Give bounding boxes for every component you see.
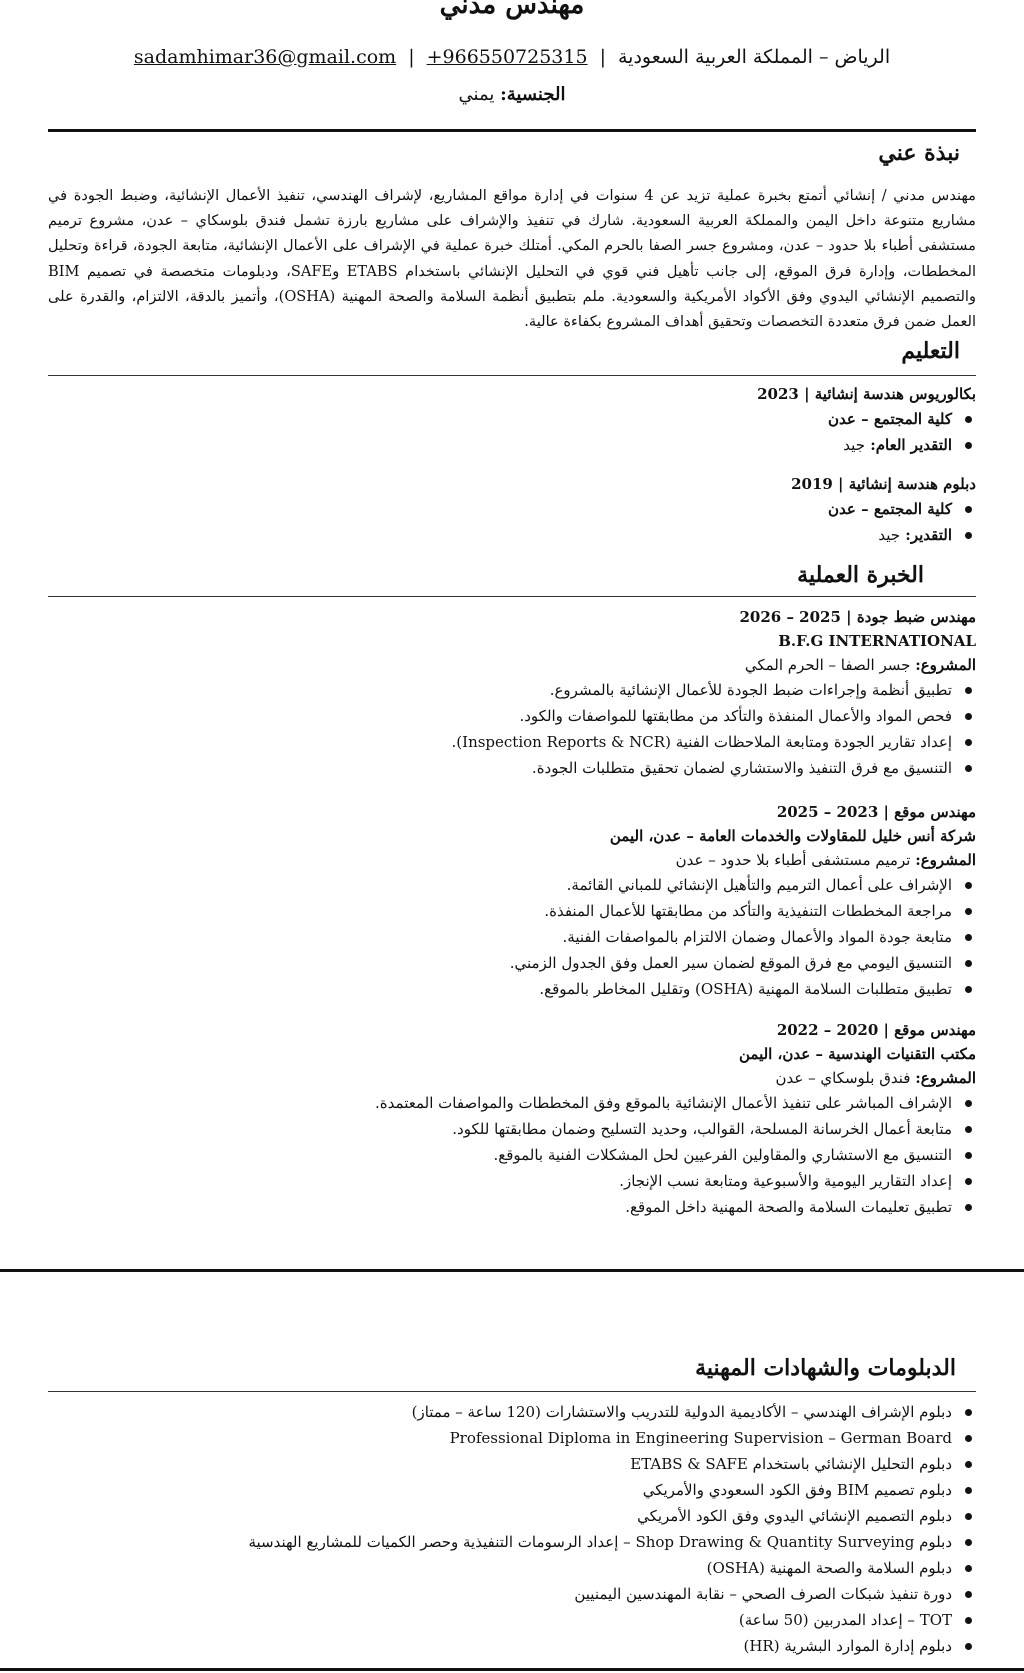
location-text: الرياض – المملكة العربية السعودية — [617, 46, 891, 68]
education-college: كلية المجتمع – عدن — [48, 496, 952, 522]
education-divider — [48, 375, 976, 376]
job-project: المشروع: جسر الصفا – الحرم المكي — [744, 656, 976, 674]
list-item: دبلوم Shop Drawing & Quantity Surveying – إعداد الرسومات التنفيذية وحصر الكميات للمشاريع الهندسية — [48, 1529, 952, 1555]
list-item: دبلوم إدارة الموارد البشرية (HR) — [48, 1633, 952, 1659]
list-item: دبلوم الإشراف الهندسي – الأكاديمية الدولية للتدريب والاستشارات (120 ساعة – ممتاز) — [48, 1399, 952, 1425]
list-item: Professional Diploma in Engineering Supervision – German Board — [48, 1425, 952, 1451]
job-company: B.F.G INTERNATIONAL — [778, 632, 976, 650]
contact-line — [0, 42, 1024, 72]
list-item: التنسيق اليومي مع فرق الموقع لضمان سير العمل وفق الجدول الزمني. — [48, 950, 952, 976]
job-project: المشروع: ترميم مستشفى أطباء بلا حدود – عدن — [675, 851, 976, 869]
separator: | — [408, 46, 415, 68]
job-company: شركة أنس خليل للمقاولات والخدمات العامة – عدن، اليمن — [609, 827, 976, 845]
education-grade: التقدير العام: جيد — [48, 432, 952, 458]
list-item: دبلوم التصميم الإنشائي اليدوي وفق الكود الأمريكي — [48, 1503, 952, 1529]
education-college: كلية المجتمع – عدن — [48, 406, 952, 432]
experience-heading: الخبرة العملية — [797, 562, 924, 588]
education-details — [48, 496, 976, 548]
list-item: التنسيق مع الاستشاري والمقاولين الفرعيين لحل المشكلات الفنية بالموقع. — [48, 1142, 952, 1168]
list-item: الإشراف المباشر على تنفيذ الأعمال الإنشائية بالموقع وفق المخططات والمواصفات المعتمدة. — [48, 1090, 952, 1116]
education-entry-2 — [48, 472, 976, 548]
nationality-value: يمني — [458, 84, 495, 105]
job-company: مكتب التقنيات الهندسية – عدن، اليمن — [738, 1045, 976, 1063]
job-entry-1 — [48, 605, 976, 781]
separator: | — [599, 46, 606, 68]
diplomas-heading: الدبلومات والشهادات المهنية — [695, 1355, 956, 1381]
list-item: فحص المواد والأعمال المنفذة والتأكد من مطابقتها للمواصفات والكود. — [48, 703, 952, 729]
phone-link[interactable]: +966550725315 — [426, 46, 588, 68]
job-entry-2 — [48, 800, 976, 1002]
about-text: مهندس مدني / إنشائي أتمتع بخبرة عملية تزيد عن 4 سنوات في إدارة مواقع المشاريع، لإشراف الهندسي، تنفيذ الأعمال الإنشائية، وضبط الجودة في مشاريع متنوعة داخل اليمن والمملكة العربية السعودية. شارك في تنفيذ والإشراف على مشاريع بارزة تشمل فندق بلوسكاي – عدن، مشروع ترميم مستشفى أطباء بلا حدود – عدن، ومشروع جسر الصفا بالحرم المكي. أمتلك خبرة عملية في الإشراف على الأعمال الإنشائية، متابعة الجودة، قراءة وتحليل المخططات، وإدارة فرق الموقع، إلى جانب تأهيل فني قوي في التحليل الإنشائي باستخدام ETABS وSAFE، ودبلومات متخصصة في تصميم BIM والتصميم الإنشائي اليدوي وفق الأكواد الأمريكية والسعودية. ملم بتطبيق أنظمة السلامة والصحة المهنية (OSHA)، وأتميز بالدقة، الالتزام، والقدرة على العمل ضمن فرق متعددة التخصصات وتحقيق أهداف المشروع بكفاءة عالية. — [48, 187, 976, 331]
bottom-divider — [0, 1668, 1024, 1671]
experience-divider — [48, 596, 976, 597]
about-heading: نبذة عني — [878, 140, 960, 166]
nationality-label: الجنسية: — [500, 84, 566, 105]
list-item: TOT – إعداد المدربين (50 ساعة) — [48, 1607, 952, 1633]
education-entry-1 — [48, 382, 976, 458]
list-item: متابعة جودة المواد والأعمال وضمان الالتزام بالمواصفات الفنية. — [48, 924, 952, 950]
education-heading: التعليم — [901, 338, 960, 364]
list-item: إعداد تقارير الجودة ومتابعة الملاحظات الفنية (Inspection Reports & NCR). — [48, 729, 952, 755]
job-project: المشروع: فندق بلوسكاي – عدن — [775, 1069, 976, 1087]
education-degree: دبلوم هندسة إنشائية | 2019 — [791, 475, 976, 493]
diplomas-list — [48, 1399, 976, 1659]
list-item: مراجعة المخططات التنفيذية والتأكد من مطابقتها للأعمال المنفذة. — [48, 898, 952, 924]
list-item: دبلوم تصميم BIM وفق الكود السعودي والأمريكي — [48, 1477, 952, 1503]
education-degree: بكالوريوس هندسة إنشائية | 2023 — [757, 385, 976, 403]
header-divider — [48, 129, 976, 132]
job-bullets — [48, 872, 976, 1002]
cv-name: مهندس مدني — [439, 0, 585, 20]
email-link[interactable]: sadamhimar36@gmail.com — [133, 46, 397, 68]
list-item: دبلوم التحليل الإنشائي باستخدام ETABS & SAFE — [48, 1451, 952, 1477]
list-item: تطبيق أنظمة وإجراءات ضبط الجودة للأعمال الإنشائية بالمشروع. — [48, 677, 952, 703]
job-title: مهندس موقع | 2023 – 2025 — [776, 803, 976, 821]
job-bullets — [48, 677, 976, 781]
job-bullets — [48, 1090, 976, 1220]
job-title: مهندس ضبط جودة | 2025 – 2026 — [739, 608, 976, 626]
list-item: دبلوم السلامة والصحة المهنية (OSHA) — [48, 1555, 952, 1581]
list-item: الإشراف على أعمال الترميم والتأهيل الإنشائي للمباني القائمة. — [48, 872, 952, 898]
page-break-divider — [0, 1269, 1024, 1272]
job-entry-3 — [48, 1018, 976, 1220]
education-grade: التقدير: جيد — [48, 522, 952, 548]
education-details — [48, 406, 976, 458]
diplomas-list-wrap — [48, 1399, 976, 1659]
list-item: متابعة أعمال الخرسانة المسلحة، القوالب، وحديد التسليح وضمان مطابقتها للكود. — [48, 1116, 952, 1142]
nationality-line — [0, 84, 1024, 105]
diplomas-divider — [48, 1391, 976, 1392]
list-item: إعداد التقارير اليومية والأسبوعية ومتابعة نسب الإنجاز. — [48, 1168, 952, 1194]
list-item: تطبيق تعليمات السلامة والصحة المهنية داخل الموقع. — [48, 1194, 952, 1220]
list-item: تطبيق متطلبات السلامة المهنية (OSHA) وتقليل المخاطر بالموقع. — [48, 976, 952, 1002]
job-title: مهندس موقع | 2020 – 2022 — [776, 1021, 976, 1039]
list-item: التنسيق مع فرق التنفيذ والاستشاري لضمان تحقيق متطلبات الجودة. — [48, 755, 952, 781]
list-item: دورة تنفيذ شبكات الصرف الصحي – نقابة المهندسين اليمنيين — [48, 1581, 952, 1607]
